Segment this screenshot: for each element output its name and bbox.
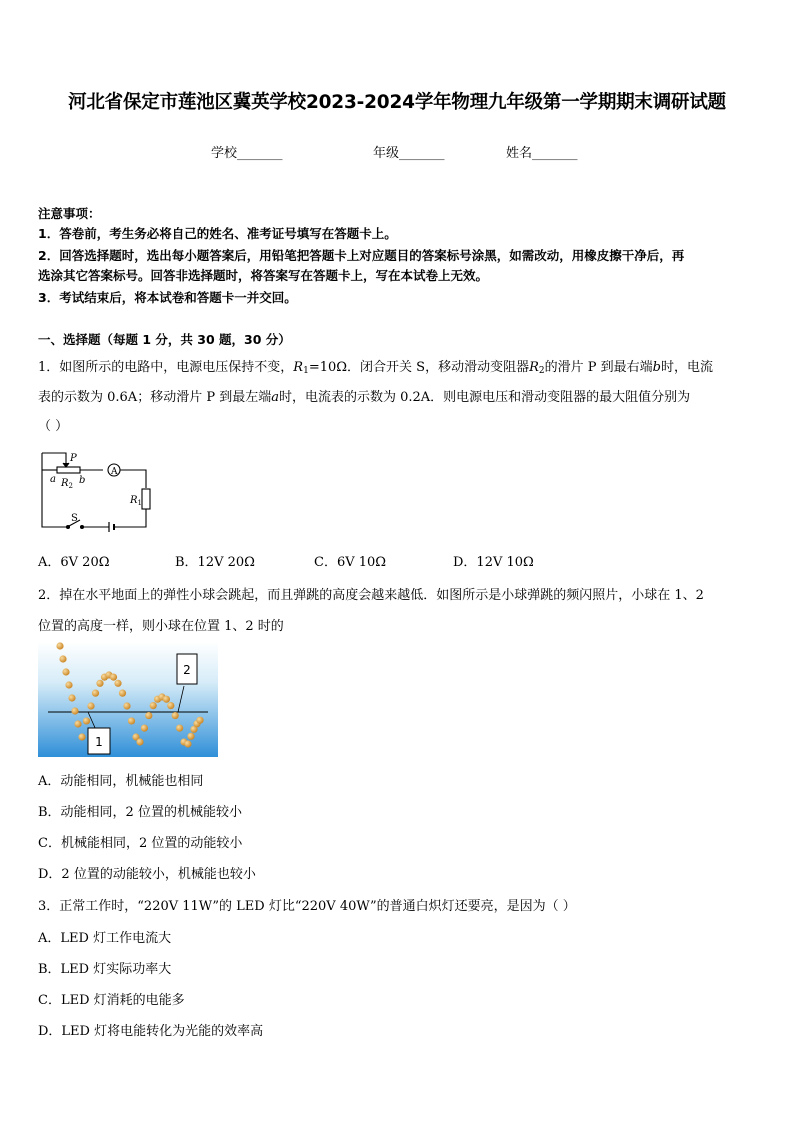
q2-option-d: D．2 位置的动能较小，机械能也较小 (38, 867, 256, 882)
q3-option-b: B．LED 灯实际功率大 (38, 962, 172, 977)
name-field: 姓名_______ (506, 146, 578, 161)
callout-2: 2 (183, 663, 191, 677)
q3-option-a: A．LED 灯工作电流大 (38, 931, 172, 946)
ball (62, 668, 69, 675)
q1-stem-line3: （ ） (38, 419, 69, 434)
ball (78, 733, 85, 740)
q1-stem-line1: 1．如图所示的电路中，电源电压保持不变，$R_1=10\Omega$．闭合开关 S，移动滑动变阻器$R_2$的滑片 P 到最右端b时，电流 (38, 360, 713, 376)
q1-option-d: D．12V 10Ω (453, 555, 534, 570)
ammeter-label: A (111, 467, 118, 477)
circuit-diagram (36, 448, 156, 534)
q2-stem-line1: 2．掉在水平地面上的弹性小球会跳起，而且弹跳的高度会越来越低．如图所示是小球弹跳的频闪照片，小球在 1、2 (38, 588, 704, 603)
section-heading: 一、选择题（每题 1 分，共 30 题，30 分） (38, 332, 291, 347)
q3-stem: 3．正常工作时，“220V 11W”的 LED 灯比“220V 40W”的普通白炽灯还要亮，是因为（ ） (38, 899, 576, 914)
note-item: 选涂其它答案标号。回答非选择题时，将答案写在答题卡上，写在本试卷上无效。 (38, 268, 489, 283)
ball (167, 702, 174, 709)
ball (68, 694, 75, 701)
q1-stem-line2: 表的示数为 0.6A；移动滑片 P 到最左端a时，电流表的示数为 0.2A．则电源电压和滑动变阻器的最大阻值分别为 (38, 390, 691, 405)
ball (128, 717, 135, 724)
q3-option-c: C．LED 灯消耗的电能多 (38, 993, 185, 1008)
q1-option-c: C．6V 10Ω (314, 555, 387, 570)
q2-stem-line2: 位置的高度一样，则小球在位置 1、2 时的 (38, 619, 284, 634)
ball (136, 738, 143, 745)
q2-option-c: C．机械能相同，2 位置的动能较小 (38, 836, 243, 851)
ball (184, 740, 191, 747)
q2-option-b: B．动能相同，2 位置的机械能较小 (38, 805, 242, 820)
note-item: 1．答卷前，考生务必将自己的姓名、准考证号填写在答题卡上。 (38, 226, 397, 241)
callout-1: 1 (95, 735, 103, 749)
ball (176, 724, 183, 731)
ball (187, 733, 194, 740)
note-item: 2．回答选择题时，选出每小题答案后，用铅笔把答题卡上对应题目的答案标号涂黑，如需改动，用橡皮擦干净后，再 (38, 248, 685, 263)
grade-field: 年级_______ (373, 146, 445, 161)
label-p: P (70, 453, 77, 464)
label-a: a (50, 474, 56, 485)
q1-option-a: A．6V 20Ω (38, 555, 110, 570)
q2-option-a: A．动能相同，机械能也相同 (38, 774, 204, 789)
note-item: 3．考试结束后，将本试卷和答题卡一并交回。 (38, 290, 297, 305)
ball (71, 707, 78, 714)
ball (65, 681, 72, 688)
bouncing-ball-photo (38, 642, 218, 757)
label-s: S (71, 513, 78, 524)
label-r1: $R_1$ (130, 495, 142, 507)
school-field: 学校_______ (211, 146, 283, 161)
ball (119, 690, 126, 697)
ball (145, 712, 152, 719)
ball (114, 680, 121, 687)
q3-option-d: D．LED 灯将电能转化为光能的效率高 (38, 1024, 264, 1039)
ball (83, 717, 90, 724)
ball (123, 702, 130, 709)
ball (87, 702, 94, 709)
ball (92, 690, 99, 697)
ball (196, 717, 203, 724)
ball (110, 674, 117, 681)
ball (141, 724, 148, 731)
ball (96, 680, 103, 687)
notes-heading: 注意事项： (38, 206, 101, 221)
q1-option-b: B．12V 20Ω (175, 555, 255, 570)
label-r2: $R_2$ (61, 478, 73, 490)
ball (56, 642, 63, 649)
ball (172, 712, 179, 719)
ball (59, 655, 66, 662)
ball (163, 696, 170, 703)
label-b: b (79, 475, 86, 486)
ball (74, 720, 81, 727)
ball (150, 702, 157, 709)
page-title: 河北省保定市莲池区冀英学校2023-2024学年物理九年级第一学期期末调研试题 (68, 92, 726, 113)
